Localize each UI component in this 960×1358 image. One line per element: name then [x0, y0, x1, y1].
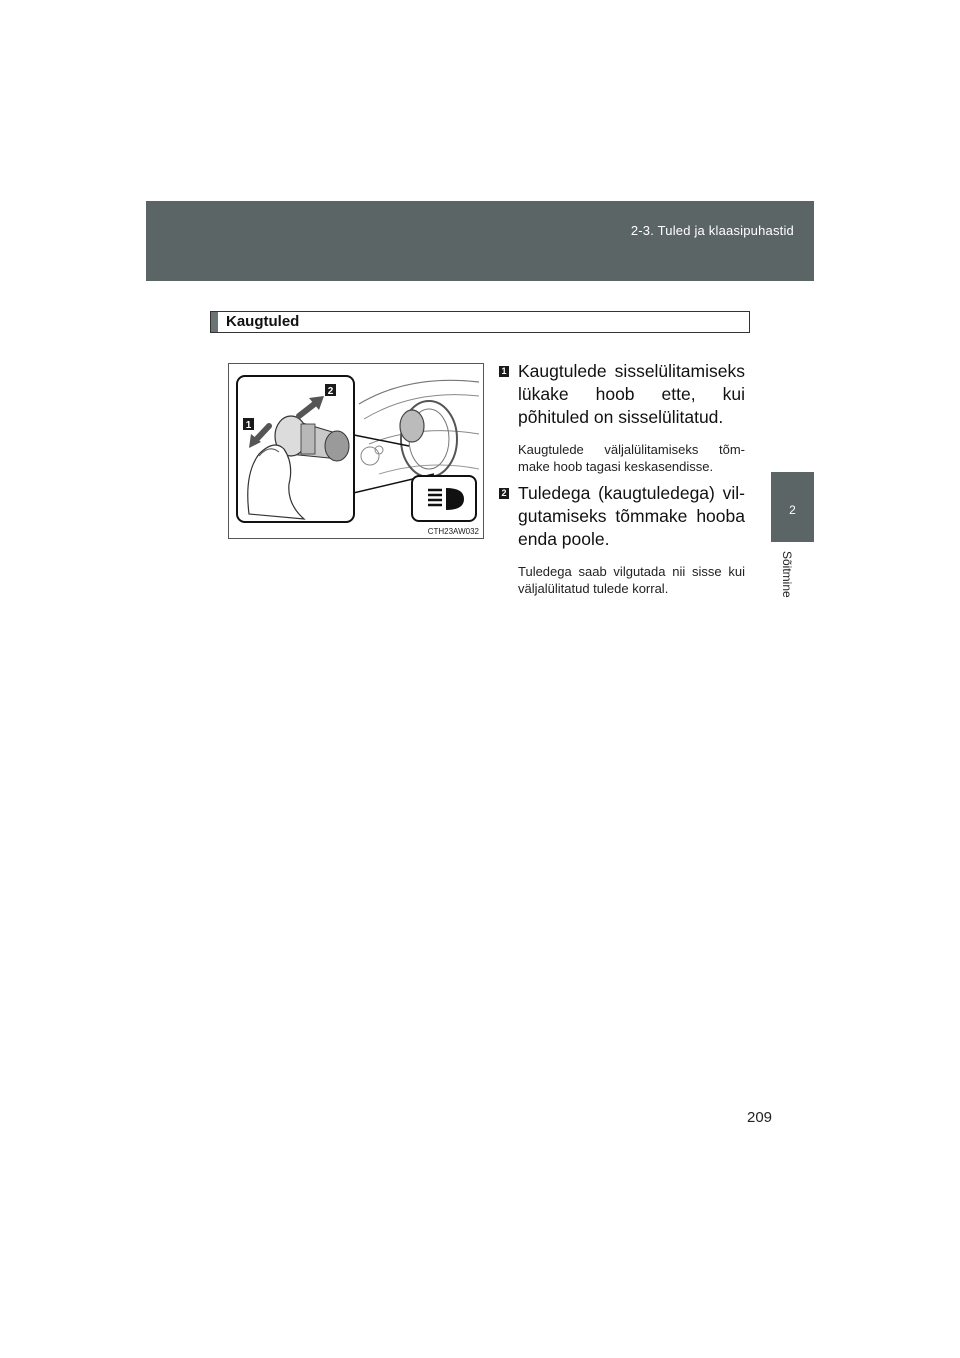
- chapter-number: 2: [789, 503, 796, 517]
- step-2-text: Tuledega (kaugtuledega) vil- gutamiseks tõmmake hooba enda poole.: [518, 483, 745, 549]
- section-title: 2-3. Tuled ja klaasipuhastid: [630, 223, 794, 238]
- chapter-tab: [771, 472, 814, 542]
- step-1: [499, 360, 745, 475]
- heading-accent-bar: [211, 312, 218, 332]
- step-1-text: Kaugtulede sisselülitamiseks lükake hoob ette, kui põhituled on sisselülitatud.: [518, 361, 745, 427]
- header-band: [146, 201, 814, 281]
- heading-title: Kaugtuled: [226, 313, 300, 330]
- step-2: [499, 482, 745, 597]
- callout-2-label: 2: [327, 386, 334, 397]
- chapter-label: Sõitmine: [780, 551, 794, 598]
- chapter-label-wrap: [780, 551, 804, 611]
- page-number: 209: [747, 1109, 773, 1126]
- section-heading: [210, 311, 750, 333]
- step-2-marker: 2: [499, 488, 509, 499]
- step-2-note: Tuledega saab vilgutada nii sisse kui väljalülitatud tulede korral.: [518, 564, 745, 596]
- step-1-note: Kaugtulede väljalülitamiseks tõm- make hoob tagasi keskasendisse.: [518, 442, 745, 474]
- callout-1-label: 1: [245, 420, 252, 431]
- step-1-marker: 1: [499, 366, 509, 377]
- figure-code: CTH23AW032: [427, 527, 479, 536]
- lever-illustration: [229, 364, 483, 538]
- illustration: [228, 363, 484, 539]
